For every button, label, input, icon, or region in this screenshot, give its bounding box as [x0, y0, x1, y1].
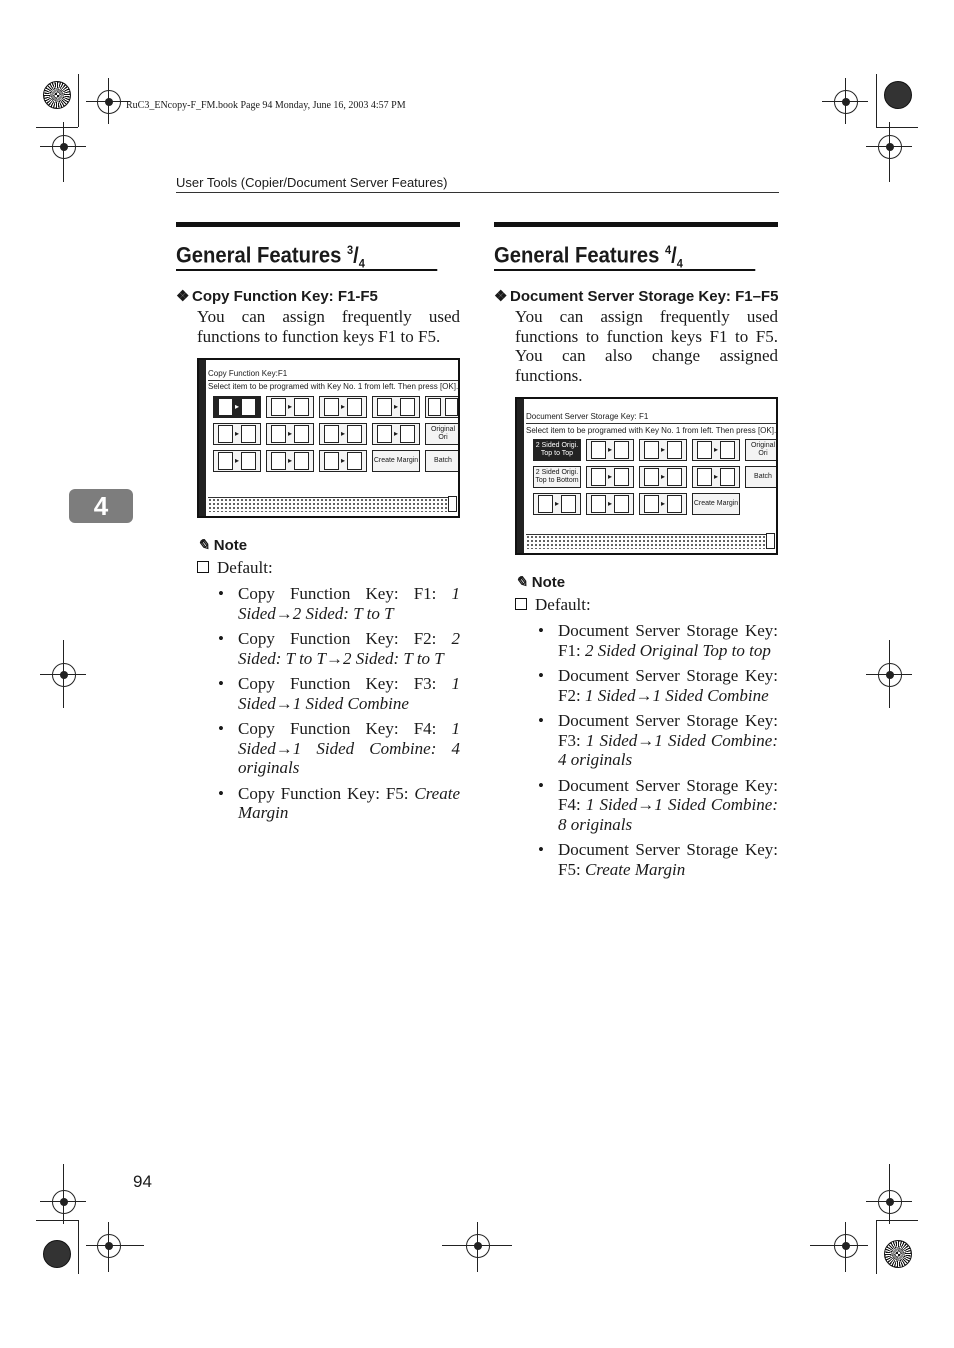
- function-button[interactable]: ▸: [319, 450, 367, 472]
- create-margin-button[interactable]: Create Margin: [692, 493, 740, 515]
- list-item: • Copy Function Key: F4: 1 Sided→1 Sided Combine: 4 originals: [238, 719, 460, 778]
- running-header: User Tools (Copier/Document Server Features): [176, 175, 448, 190]
- section-top-rule: [176, 222, 460, 227]
- registration-mark-icon: [878, 135, 902, 159]
- note-heading: ✎ Note: [197, 537, 248, 554]
- registration-mark-icon: [97, 90, 121, 114]
- list-item: • Copy Function Key: F2: 2 Sided: T to T→2 Sided: T to T: [238, 629, 460, 668]
- header-rule: [176, 192, 779, 193]
- two-sided-top-to-top-button[interactable]: 2 Sided Origi. Top to Top: [533, 439, 581, 461]
- original-orientation-button[interactable]: Original Ori: [425, 423, 460, 445]
- pencil-icon: ✎: [197, 537, 210, 554]
- checkbox-bullet-icon: [515, 598, 527, 610]
- screen-instruction: Select item to be programed with Key No. 1 from left. Then press [OK].: [526, 426, 777, 435]
- book-file-info: RuC3_ENcopy-F_FM.book Page 94 Monday, June 16, 2003 4:57 PM: [126, 100, 406, 111]
- registration-mark-icon: [878, 663, 902, 687]
- function-button[interactable]: ▸: [319, 423, 367, 445]
- pencil-icon: ✎: [515, 574, 528, 591]
- checkbox-bullet-icon: [197, 561, 209, 573]
- function-button[interactable]: ▸: [586, 439, 634, 461]
- section-top-rule: [494, 222, 778, 227]
- list-item: • Copy Function Key: F3: 1 Sided→1 Sided Combine: [238, 674, 460, 713]
- create-margin-button[interactable]: Create Margin: [372, 450, 420, 472]
- chapter-tab: 4: [69, 489, 133, 523]
- subsection-heading: ❖ Document Server Storage Key: F1–F5: [494, 288, 779, 305]
- subsection-heading: ❖ Copy Function Key: F1-F5: [176, 288, 378, 305]
- batch-button[interactable]: Batch: [425, 450, 460, 472]
- section-general-features-3: [176, 222, 460, 829]
- function-button[interactable]: ▸: [586, 466, 634, 488]
- page-number: 94: [133, 1172, 152, 1191]
- function-button[interactable]: ▸: [266, 423, 314, 445]
- default-list: [176, 584, 460, 823]
- registration-mark-icon: [97, 1234, 121, 1258]
- default-label: Default:: [197, 558, 460, 578]
- original-orientation-button[interactable]: Original Ori: [745, 439, 778, 461]
- function-button[interactable]: ▸: [213, 450, 261, 472]
- function-button[interactable]: ▸: [372, 396, 420, 418]
- scroll-button[interactable]: [766, 533, 775, 549]
- list-item: • Document Server Storage Key: F4: 1 Sided→1 Sided Combine: 8 originals: [558, 776, 778, 835]
- screen-instruction: Select item to be programed with Key No. 1 from left. Then press [OK].: [208, 382, 459, 391]
- section-general-features-4: [494, 222, 778, 885]
- copy-function-key-screen: [197, 358, 460, 518]
- diamond-bullet-icon: ❖: [176, 288, 190, 305]
- two-sided-top-to-bottom-button[interactable]: 2 Sided Origi. Top to Bottom: [533, 466, 581, 488]
- function-button[interactable]: ▸: [213, 396, 261, 418]
- scroll-button[interactable]: [448, 496, 457, 512]
- body-paragraph: You can assign frequently used functions to function keys F1 to F5.: [197, 307, 460, 346]
- function-button[interactable]: ▸: [213, 423, 261, 445]
- section-title: General Features $^3/_4$: [176, 235, 437, 271]
- document-server-storage-key-screen: [515, 397, 778, 555]
- registration-mark-icon: [878, 1190, 902, 1214]
- function-button[interactable]: ▸: [533, 493, 581, 515]
- function-button[interactable]: [425, 396, 460, 418]
- default-list: [494, 621, 778, 879]
- function-button[interactable]: ▸: [266, 396, 314, 418]
- color-wheel-icon: [884, 1240, 912, 1268]
- function-button[interactable]: ▸: [639, 466, 687, 488]
- color-disc-icon: [884, 81, 912, 109]
- color-disc-icon: [43, 1240, 71, 1268]
- function-button[interactable]: ▸: [266, 450, 314, 472]
- function-button[interactable]: ▸: [319, 396, 367, 418]
- body-paragraph: You can assign frequently used functions to function keys F1 to F5. You can also change assigned functions.: [515, 307, 778, 385]
- screen-title: Document Server Storage Key: F1: [526, 412, 649, 421]
- function-button[interactable]: ▸: [692, 466, 740, 488]
- list-item: • Document Server Storage Key: F1: 2 Sided Original Top to top: [558, 621, 778, 660]
- registration-mark-icon: [52, 663, 76, 687]
- registration-mark-icon: [52, 135, 76, 159]
- default-label: Default:: [515, 595, 778, 615]
- note-heading: ✎ Note: [515, 574, 566, 591]
- screen-title: Copy Function Key:F1: [208, 369, 288, 378]
- list-item: • Copy Function Key: F1: 1 Sided→2 Sided: T to T: [238, 584, 460, 623]
- list-item: • Document Server Storage Key: F5: Create Margin: [558, 840, 778, 879]
- list-item: • Document Server Storage Key: F2: 1 Sided→1 Sided Combine: [558, 666, 778, 705]
- list-item: • Document Server Storage Key: F3: 1 Sided→1 Sided Combine: 4 originals: [558, 711, 778, 770]
- function-button[interactable]: ▸: [692, 439, 740, 461]
- function-button[interactable]: ▸: [586, 493, 634, 515]
- registration-mark-icon: [52, 1190, 76, 1214]
- registration-mark-icon: [834, 90, 858, 114]
- function-button[interactable]: ▸: [639, 493, 687, 515]
- section-title: General Features $^4/_4$: [494, 235, 755, 271]
- function-button[interactable]: ▸: [639, 439, 687, 461]
- color-wheel-icon: [43, 81, 71, 109]
- diamond-bullet-icon: ❖: [494, 288, 508, 305]
- list-item: • Copy Function Key: F5: Create Margin: [238, 784, 460, 823]
- registration-mark-icon: [466, 1234, 490, 1258]
- function-button[interactable]: ▸: [372, 423, 420, 445]
- batch-button[interactable]: Batch: [745, 466, 778, 488]
- registration-mark-icon: [834, 1234, 858, 1258]
